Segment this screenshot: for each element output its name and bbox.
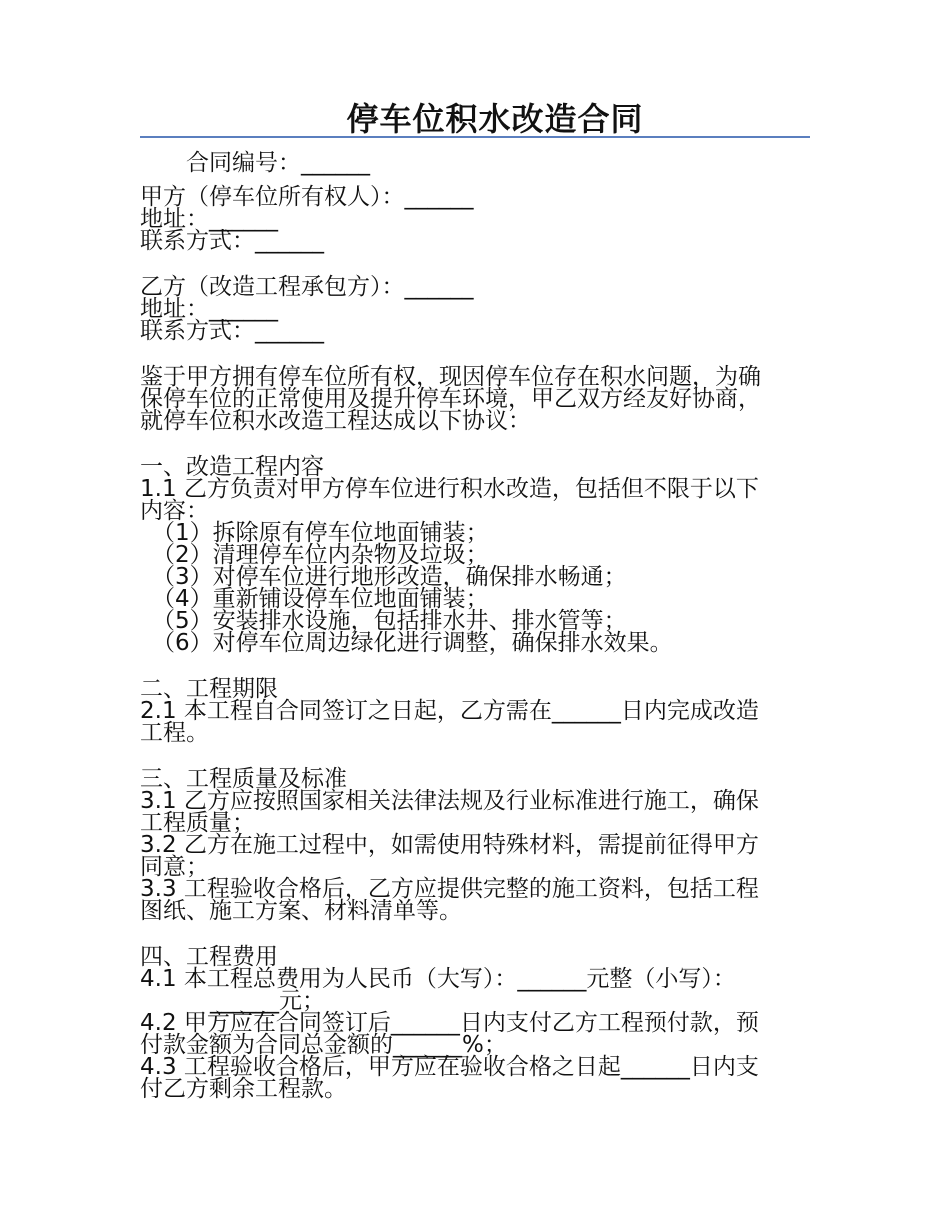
party-a-contact: 联系方式：______: [140, 228, 324, 254]
preamble-line: 保停车位的正常使用及提升停车环境，甲乙双方经友好协商，: [140, 386, 761, 412]
clause-line: 4.2 甲方应在合同签订后______日内支付乙方工程预付款，预: [140, 1010, 759, 1036]
clause-line: ______元；: [210, 988, 325, 1014]
list-item: （1）拆除原有停车位地面铺装；: [152, 520, 489, 546]
list-item: （2）清理停车位内杂物及垃圾；: [152, 542, 489, 568]
clause-line: 4.1 本工程总费用为人民币（大写）：______元整（小写）：: [140, 966, 736, 992]
section-heading: 四、工程费用: [140, 944, 278, 970]
list-item: （6）对停车位周边绿化进行调整，确保排水效果。: [152, 630, 673, 656]
contract-page: [140, 98, 810, 1100]
party-b-name: 乙方（改造工程承包方）：______: [140, 274, 474, 300]
clause-line: 3.2 乙方在施工过程中，如需使用特殊材料，需提前征得甲方: [140, 832, 759, 858]
list-item: （5）安装排水设施，包括排水井、排水管等；: [152, 608, 627, 634]
clause-line: 2.1 本工程自合同签订之日起，乙方需在______日内完成改造: [140, 698, 759, 724]
preamble-line: 鉴于甲方拥有停车位所有权，现因停车位存在积水问题，为确: [140, 364, 761, 390]
clause-line: 同意；: [140, 854, 209, 880]
clause-line: 图纸、施工方案、材料清单等。: [140, 898, 462, 924]
clause-line: 付款金额为合同总金额的______%；: [140, 1032, 507, 1058]
clause-line: 内容：: [140, 498, 209, 524]
clause-line: 4.3 工程验收合格后，甲方应在验收合格之日起______日内支: [140, 1054, 759, 1080]
clause-line: 1.1 乙方负责对甲方停车位进行积水改造，包括但不限于以下: [140, 476, 759, 502]
section-heading: 三、工程质量及标准: [140, 766, 347, 792]
section-heading: 一、改造工程内容: [140, 454, 324, 480]
party-b-contact: 联系方式：______: [140, 318, 324, 344]
section-heading: 二、工程期限: [140, 676, 278, 702]
clause-line: 3.1 乙方应按照国家相关法律法规及行业标准进行施工，确保: [140, 788, 759, 814]
preamble-line: 就停车位积水改造工程达成以下协议：: [140, 408, 531, 434]
clause-line: 付乙方剩余工程款。: [140, 1076, 347, 1102]
clause-line: 工程。: [140, 720, 209, 746]
party-b-address: 地址：______: [140, 296, 278, 322]
clause-line: 工程质量；: [140, 810, 255, 836]
list-item: （4）重新铺设停车位地面铺装；: [152, 586, 489, 612]
contract-number: 合同编号：______: [186, 150, 370, 176]
list-item: （3）对停车位进行地形改造，确保排水畅通；: [152, 564, 627, 590]
party-a-name: 甲方（停车位所有权人）：______: [140, 184, 474, 210]
party-a-address: 地址：______: [140, 206, 278, 232]
document-title: 停车位积水改造合同: [346, 100, 644, 138]
clause-line: 3.3 工程验收合格后，乙方应提供完整的施工资料，包括工程: [140, 876, 759, 902]
